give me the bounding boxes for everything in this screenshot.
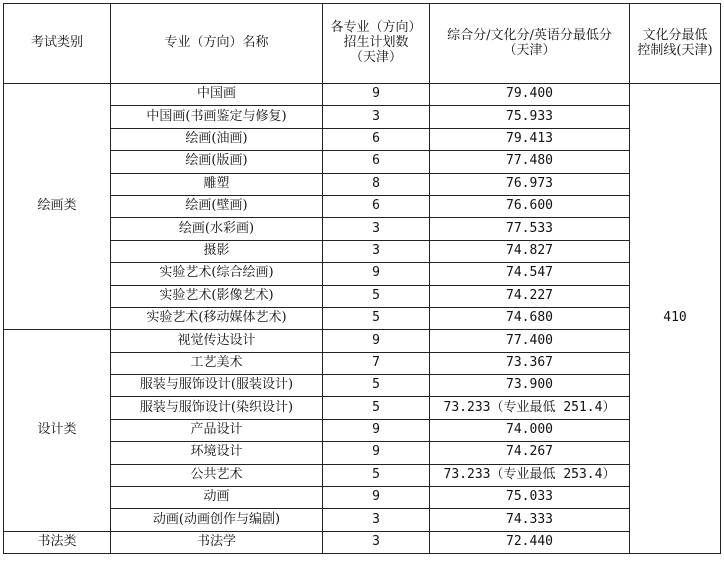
min-score-cell: 74.000 — [430, 419, 630, 441]
min-score-cell: 77.480 — [430, 151, 630, 173]
plan-cell: 9 — [323, 487, 430, 509]
table-row — [4, 128, 721, 150]
min-score-cell: 74.267 — [430, 442, 630, 464]
plan-cell: 3 — [323, 509, 430, 531]
table-row — [4, 397, 721, 419]
plan-cell: 7 — [323, 352, 430, 374]
major-cell: 产品设计 — [111, 419, 323, 441]
table-row — [4, 464, 721, 486]
table-row — [4, 509, 721, 531]
major-cell: 公共艺术 — [111, 464, 323, 486]
plan-cell: 3 — [323, 240, 430, 262]
table-row — [4, 419, 721, 441]
table-row — [4, 375, 721, 397]
min-score-cell: 74.333 — [430, 509, 630, 531]
table-body — [4, 84, 721, 554]
plan-cell: 3 — [323, 106, 430, 128]
min-score-cell: 73.900 — [430, 375, 630, 397]
table-row — [4, 84, 721, 106]
plan-cell: 3 — [323, 531, 430, 553]
table-row — [4, 151, 721, 173]
plan-cell: 6 — [323, 128, 430, 150]
table-row — [4, 263, 721, 285]
major-cell: 实验艺术(移动媒体艺术) — [111, 307, 323, 329]
min-score-cell: 74.227 — [430, 285, 630, 307]
header-min-score: 综合分/文化分/英语分最低分 （天津） — [430, 4, 630, 84]
major-cell: 实验艺术(影像艺术) — [111, 285, 323, 307]
category-cell: 绘画类 — [4, 84, 111, 330]
min-score-cell: 74.827 — [430, 240, 630, 262]
plan-cell: 8 — [323, 173, 430, 195]
plan-cell: 5 — [323, 307, 430, 329]
plan-cell: 9 — [323, 330, 430, 352]
table-row — [4, 173, 721, 195]
major-cell: 实验艺术(综合绘画) — [111, 263, 323, 285]
major-cell: 摄影 — [111, 240, 323, 262]
table-row — [4, 330, 721, 352]
major-cell: 雕塑 — [111, 173, 323, 195]
plan-cell: 9 — [323, 442, 430, 464]
table-row — [4, 487, 721, 509]
major-cell: 绘画(水彩画) — [111, 218, 323, 240]
table-row — [4, 240, 721, 262]
plan-cell: 6 — [323, 151, 430, 173]
table-row — [4, 106, 721, 128]
major-cell: 环境设计 — [111, 442, 323, 464]
admission-score-table — [3, 3, 721, 554]
plan-cell: 6 — [323, 195, 430, 217]
major-cell: 工艺美术 — [111, 352, 323, 374]
table-row — [4, 218, 721, 240]
major-cell: 绘画(油画) — [111, 128, 323, 150]
plan-cell: 9 — [323, 263, 430, 285]
control-line-cell: 410 — [630, 84, 721, 554]
major-cell: 服装与服饰设计(服装设计) — [111, 375, 323, 397]
min-score-cell: 77.533 — [430, 218, 630, 240]
min-score-cell: 74.680 — [430, 307, 630, 329]
plan-cell: 9 — [323, 84, 430, 106]
major-cell: 书法学 — [111, 531, 323, 553]
min-score-cell: 75.033 — [430, 487, 630, 509]
major-cell: 动画 — [111, 487, 323, 509]
table-row — [4, 352, 721, 374]
min-score-cell: 76.973 — [430, 173, 630, 195]
major-cell: 视觉传达设计 — [111, 330, 323, 352]
major-cell: 中国画 — [111, 84, 323, 106]
min-score-cell: 73.367 — [430, 352, 630, 374]
major-cell: 绘画(版画) — [111, 151, 323, 173]
header-major: 专业（方向）名称 — [111, 4, 323, 84]
major-cell: 中国画(书画鉴定与修复) — [111, 106, 323, 128]
min-score-cell: 72.440 — [430, 531, 630, 553]
category-cell: 书法类 — [4, 531, 111, 553]
major-cell: 动画(动画创作与编剧) — [111, 509, 323, 531]
header-category: 考试类别 — [4, 4, 111, 84]
min-score-cell: 74.547 — [430, 263, 630, 285]
table-row — [4, 531, 721, 553]
table-row — [4, 307, 721, 329]
header-row — [4, 4, 721, 84]
header-plan: 各专业（方向） 招生计划数 （天津） — [323, 4, 430, 84]
plan-cell: 9 — [323, 419, 430, 441]
min-score-cell: 79.400 — [430, 84, 630, 106]
table-row — [4, 285, 721, 307]
plan-cell: 5 — [323, 464, 430, 486]
table-row — [4, 442, 721, 464]
plan-cell: 5 — [323, 397, 430, 419]
min-score-cell: 75.933 — [430, 106, 630, 128]
min-score-cell: 73.233（专业最低 253.4） — [430, 464, 630, 486]
min-score-cell: 76.600 — [430, 195, 630, 217]
header-control-line: 文化分最低 控制线(天津) — [630, 4, 721, 84]
major-cell: 绘画(壁画) — [111, 195, 323, 217]
plan-cell: 3 — [323, 218, 430, 240]
min-score-cell: 77.400 — [430, 330, 630, 352]
min-score-cell: 79.413 — [430, 128, 630, 150]
min-score-cell: 73.233（专业最低 251.4） — [430, 397, 630, 419]
category-cell: 设计类 — [4, 330, 111, 532]
table-row — [4, 195, 721, 217]
major-cell: 服装与服饰设计(染织设计) — [111, 397, 323, 419]
plan-cell: 5 — [323, 375, 430, 397]
plan-cell: 5 — [323, 285, 430, 307]
